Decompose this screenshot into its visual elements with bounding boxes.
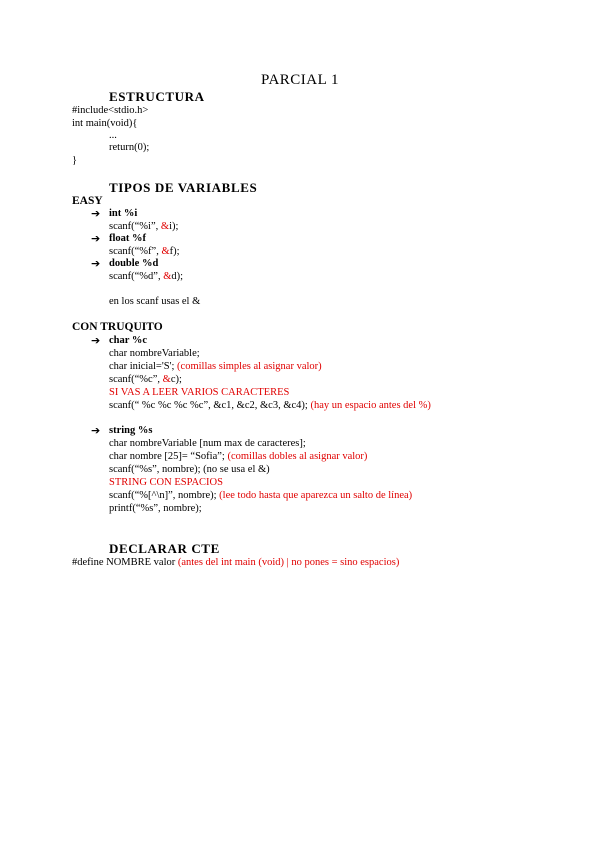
scanf-string: scanf(“%s”, nombre); (no se usa el &): [109, 464, 270, 475]
scanf-int: scanf(“%i”, &i);: [109, 221, 179, 232]
label-easy: EASY: [72, 195, 103, 207]
code-line-include: #include<stdio.h>: [72, 105, 149, 116]
scanf-char-multi: scanf(“ %c %c %c %c”, &c1, &c2, &c3, &c4); (hay un espacio antes del %): [109, 400, 431, 411]
page-title: PARCIAL 1: [261, 72, 339, 88]
heading-cte: DECLARAR CTE: [109, 541, 220, 556]
type-float: float %f: [109, 233, 147, 244]
string-decl: char nombreVariable [num max de caracteres];: [109, 438, 306, 449]
type-char: char %c: [109, 335, 148, 346]
type-int: int %i: [109, 208, 138, 219]
code-line-return: return(0);: [109, 142, 150, 153]
arrow-icon: ➔: [91, 334, 101, 347]
code-line-close: }: [72, 155, 78, 166]
scanf-char: scanf(“%c”, &c);: [109, 374, 182, 385]
char-warning: SI VAS A LEER VARIOS CARACTERES: [109, 387, 290, 398]
char-init: char inicial='S'; (comillas simples al asignar valor): [109, 361, 322, 372]
label-truquito: CON TRUQUITO: [72, 321, 163, 333]
arrow-icon: ➔: [91, 424, 101, 437]
note-ampersand: en los scanf usas el &: [109, 296, 201, 307]
code-line-main: int main(void){: [72, 118, 138, 129]
scanf-string-spaces: scanf(“%[^\n]”, nombre); (lee todo hasta que aparezca un salto de línea): [109, 490, 413, 501]
scanf-float: scanf(“%f”, &f);: [109, 246, 180, 257]
define-line: #define NOMBRE valor (antes del int main (void) | no pones = sino espacios): [72, 557, 400, 568]
type-double: double %d: [109, 258, 159, 269]
arrow-icon: ➔: [91, 257, 101, 270]
char-decl: char nombreVariable;: [109, 348, 200, 359]
printf-string: printf(“%s”, nombre);: [109, 503, 202, 514]
heading-tipos: TIPOS DE VARIABLES: [109, 180, 258, 195]
code-line-ellipsis: ...: [109, 130, 117, 141]
arrow-icon: ➔: [91, 207, 101, 220]
arrow-icon: ➔: [91, 232, 101, 245]
scanf-double: scanf(“%d”, &d);: [109, 271, 184, 282]
type-string: string %s: [109, 425, 153, 436]
heading-estructura: ESTRUCTURA: [109, 89, 205, 104]
string-warning: STRING CON ESPACIOS: [109, 477, 223, 488]
string-init: char nombre [25]= “Sofia”; (comillas dobles al asignar valor): [109, 451, 368, 462]
